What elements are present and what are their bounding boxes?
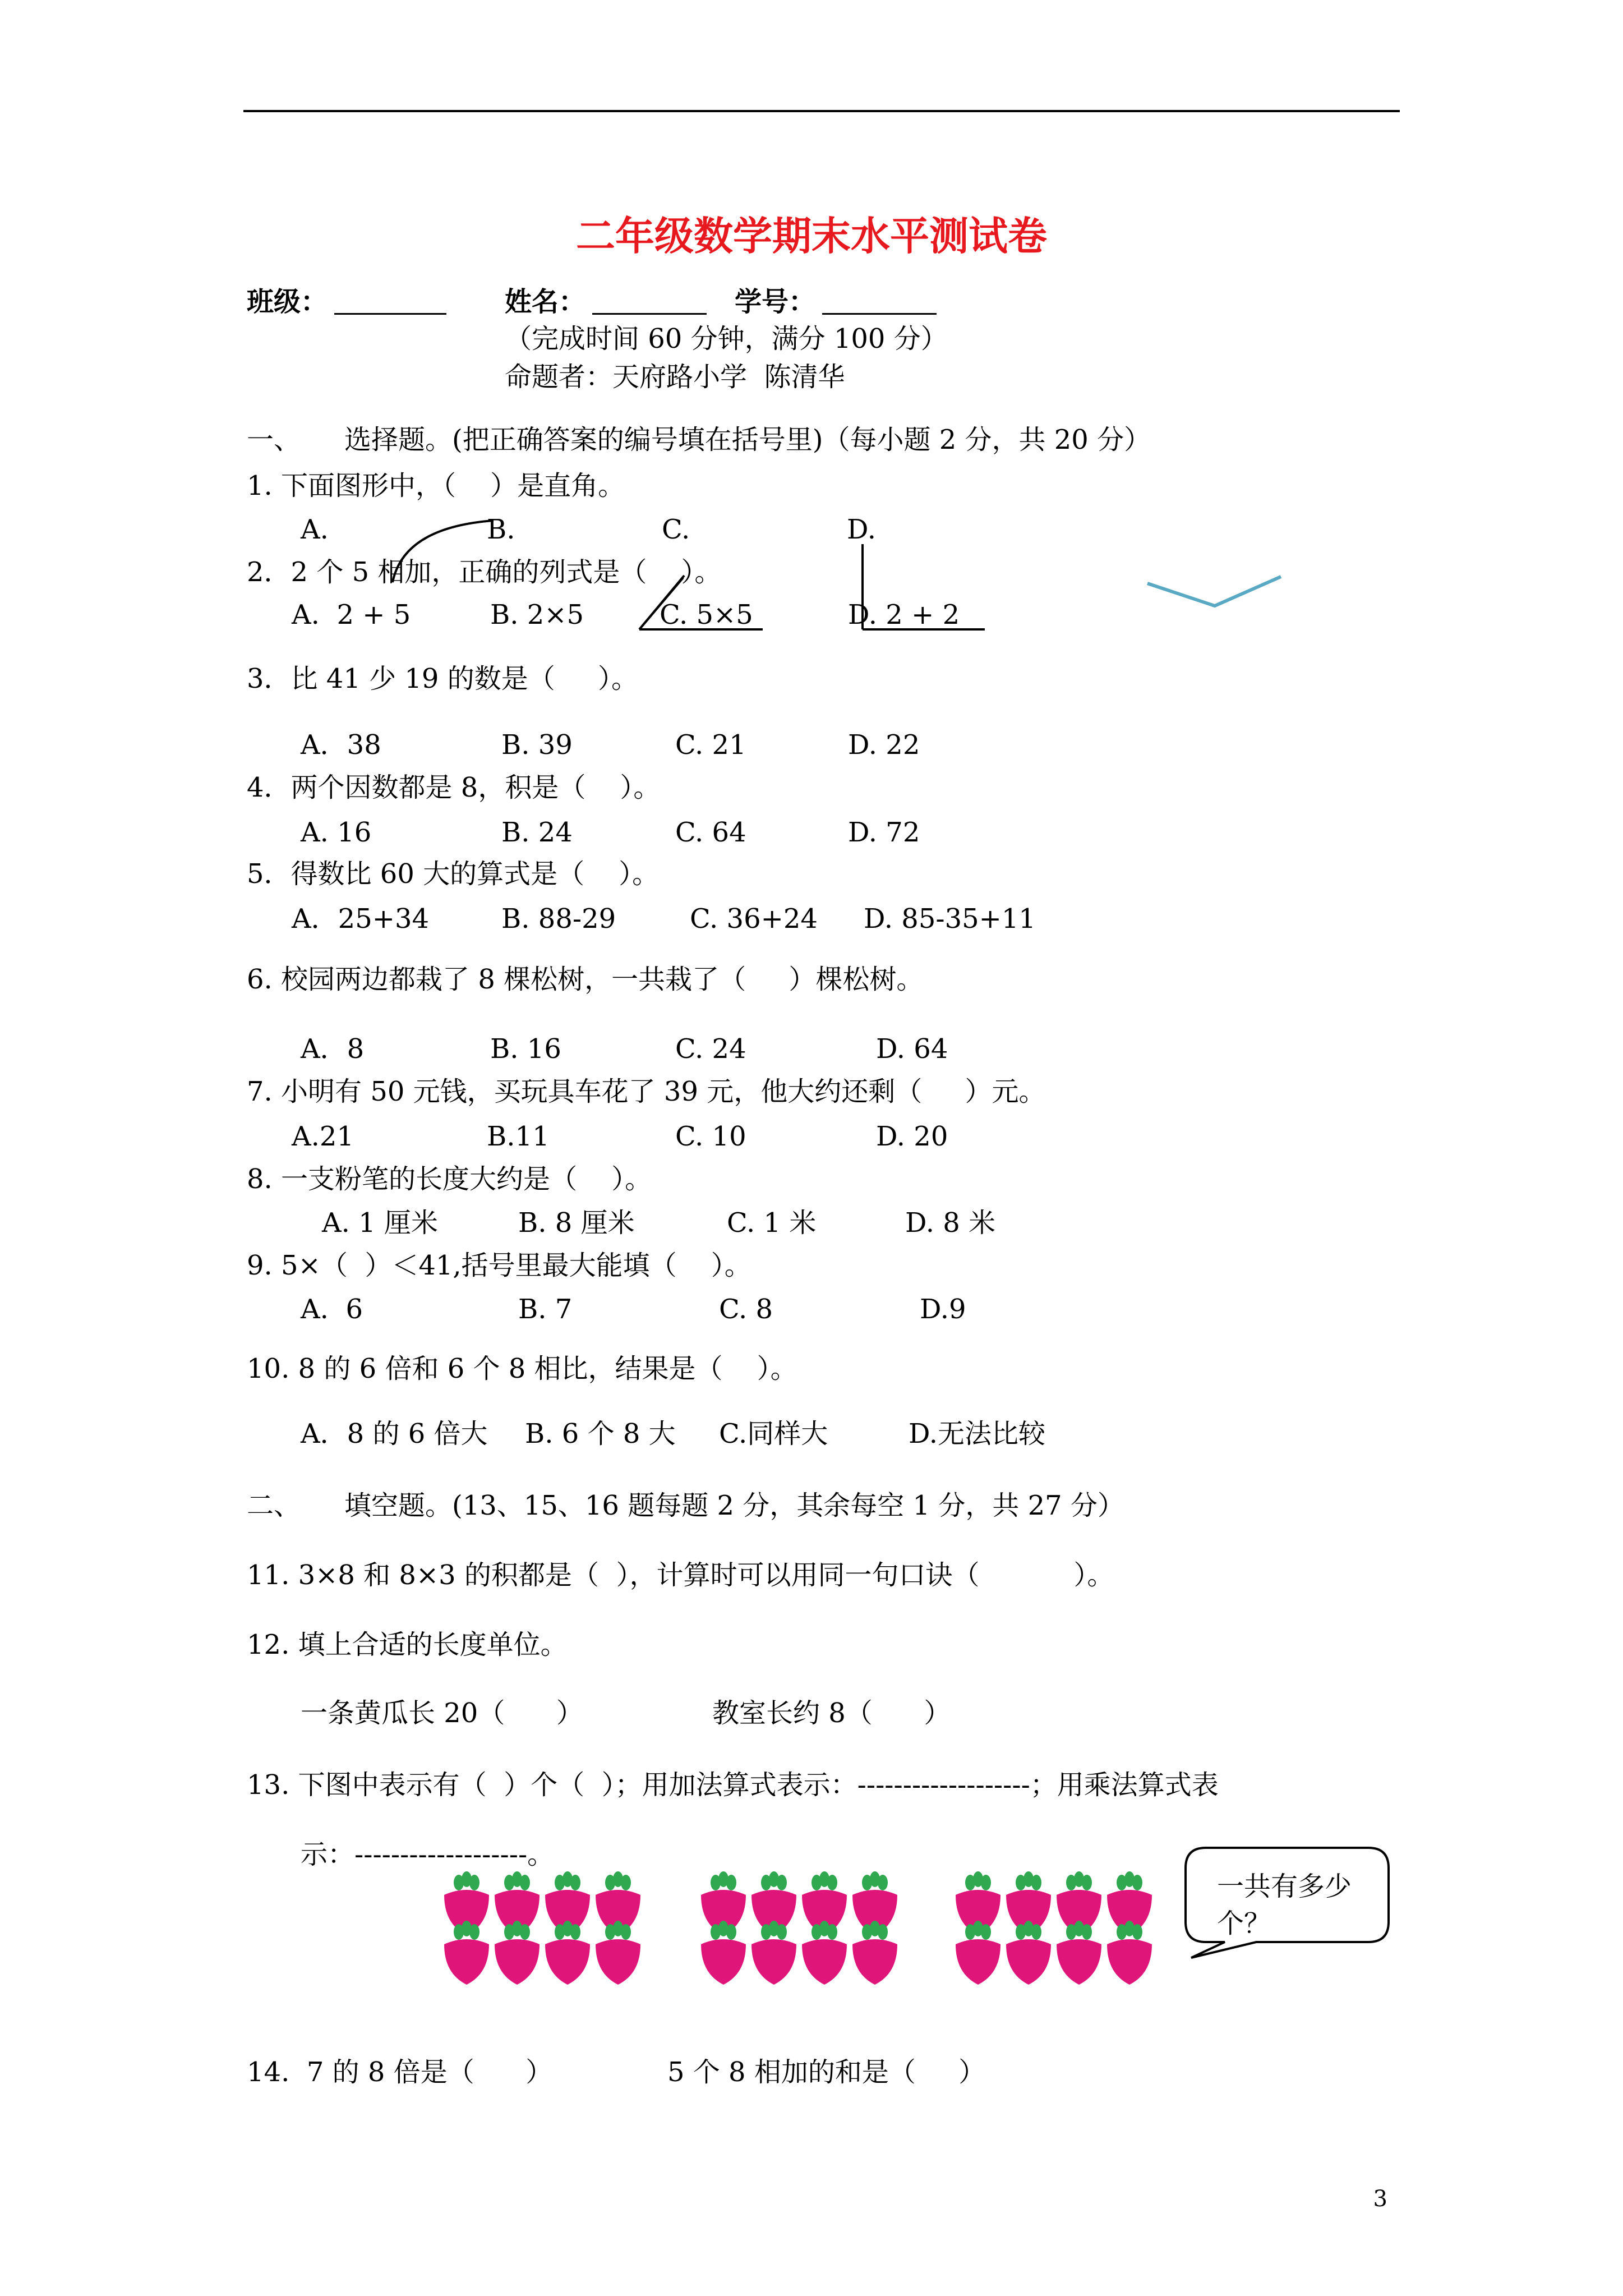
q4-option-c[interactable]: C. 64 [675,817,746,848]
q2-option-b[interactable]: B. 2×5 [490,599,584,631]
page-title: 二年级数学期末水平测试卷 [576,213,1047,259]
class-label: 班级： [247,286,328,318]
section2-number: 二、 [247,1490,301,1521]
q7-option-b[interactable]: B.11 [487,1121,550,1152]
q3-stem: 3．比 41 少 19 的数是（ ）。 [247,663,639,694]
q6-option-d[interactable]: D. 64 [876,1033,948,1065]
time-note: （完成时间 60 分钟，满分 100 分） [505,323,948,355]
radish-icon [802,1921,847,1985]
speech-bubble-text: 一共有多少个？ [1217,1871,1352,1939]
name-label: 姓名： [505,286,586,318]
q8-stem: 8. 一支粉笔的长度大约是（ ）。 [247,1163,652,1195]
radish-icon [956,1921,1000,1985]
q12-stem: 12. 填上合适的长度单位。 [247,1629,568,1660]
q8-option-b[interactable]: B. 8 厘米 [518,1207,635,1239]
q4-option-a[interactable]: A. 16 [301,817,372,848]
radish-icon [596,1921,640,1985]
q2-option-c[interactable]: C. 5×5 [660,599,753,631]
q1-option-b[interactable]: B. [487,514,515,545]
q1-stem: 1. 下面图形中，（ ）是直角。 [247,470,625,501]
radish-icon [1107,1921,1152,1985]
radish-icon [1057,1921,1101,1985]
student-id-label: 学号： [735,286,816,318]
q9-option-d[interactable]: D.9 [920,1294,966,1325]
q7-option-c[interactable]: C. 10 [675,1121,746,1152]
q12-cucumber-blank[interactable]: 一条黄瓜长 20（ ） [301,1697,583,1729]
q8-option-c[interactable]: C. 1 米 [727,1207,817,1239]
q3-option-d[interactable]: D. 22 [848,729,920,761]
q5-option-b[interactable]: B. 88-29 [501,903,616,935]
q1-option-a[interactable]: A. [301,514,329,545]
q8-option-a[interactable]: A. 1 厘米 [322,1207,438,1239]
q13-line1: 13. 下图中表示有（ ）个（ ）；用加法算式表示：-------------------；用乘法算式表 [247,1769,1219,1801]
author-note: 命题者：天府路小学 陈清华 [505,361,845,393]
q10-option-b[interactable]: B. 6 个 8 大 [525,1418,676,1450]
q7-option-d[interactable]: D. 20 [876,1121,948,1152]
q5-stem: 5．得数比 60 大的算式是（ ）。 [247,858,660,890]
q3-option-a[interactable]: A．38 [301,729,381,761]
q9-option-c[interactable]: C. 8 [719,1294,773,1325]
q10-stem: 10. 8 的 6 倍和 6 个 8 相比，结果是（ ）。 [247,1353,797,1384]
q10-option-d[interactable]: D.无法比较 [909,1418,1046,1450]
q2-option-d[interactable]: D. 2 + 2 [848,599,960,631]
q8-option-d[interactable]: D. 8 米 [905,1207,996,1239]
q1-option-c[interactable]: C. [662,514,690,545]
q5-option-d[interactable]: D. 85-35+11 [864,903,1036,935]
q3-option-b[interactable]: B. 39 [501,729,573,761]
q4-option-b[interactable]: B. 24 [501,817,573,848]
q7-stem: 7. 小明有 50 元钱，买玩具车花了 39 元，他大约还剩（ ）元。 [247,1076,1046,1107]
q11-stem: 11. 3×8 和 8×3 的积都是（ ），计算时可以用同一句口诀（ ）。 [247,1559,1114,1591]
radish-icon [495,1921,540,1985]
q7-option-a[interactable]: A.21 [292,1121,354,1152]
q9-option-b[interactable]: B. 7 [518,1294,573,1325]
radish-icon [545,1921,590,1985]
q2-stem: 2．2 个 5 相加，正确的列式是（ ）。 [247,556,722,588]
radish-icon [852,1921,897,1985]
q5-option-c[interactable]: C. 36+24 [690,903,818,935]
q3-option-c[interactable]: C. 21 [675,729,746,761]
section1-number: 一、 [247,424,301,455]
q1-option-d[interactable]: D. [847,514,877,545]
q9-stem: 9. 5×（ ）＜41,括号里最大能填（ ）。 [247,1250,751,1281]
q10-option-c[interactable]: C.同样大 [719,1418,828,1450]
q6-option-b[interactable]: B. 16 [490,1033,561,1065]
q5-option-a[interactable]: A．25+34 [292,903,430,935]
page-number: 3 [1373,2186,1387,2212]
section1-title: 选择题。(把正确答案的编号填在括号里)（每小题 2 分，共 20 分） [344,424,1151,455]
q6-stem: 6. 校园两边都栽了 8 棵松树，一共栽了（ ）棵松树。 [247,964,924,995]
q4-option-d[interactable]: D. 72 [848,817,920,848]
q9-option-a[interactable]: A. 6 [301,1294,363,1325]
section2-title: 填空题。(13、15、16 题每题 2 分，其余每空 1 分，共 27 分） [344,1490,1124,1521]
q13-line2: 示：-------------------。 [301,1839,555,1870]
q14-right: 5 个 8 相加的和是（ ） [667,2056,986,2088]
radish-icon [1006,1921,1051,1985]
q6-option-c[interactable]: C. 24 [675,1033,746,1065]
radish-icon [701,1921,746,1985]
q10-option-a[interactable]: A．8 的 6 倍大 [301,1418,488,1450]
q14-left: 14. 7 的 8 倍是（ ） [247,2056,553,2088]
q2-option-a[interactable]: A. 2 + 5 [292,599,411,631]
q4-stem: 4．两个因数都是 8，积是（ ）。 [247,772,661,803]
q12-classroom-blank[interactable]: 教室长约 8（ ） [712,1697,951,1729]
q6-option-a[interactable]: A．8 [301,1033,365,1065]
radish-icon [751,1921,796,1985]
radish-icon [444,1921,489,1985]
